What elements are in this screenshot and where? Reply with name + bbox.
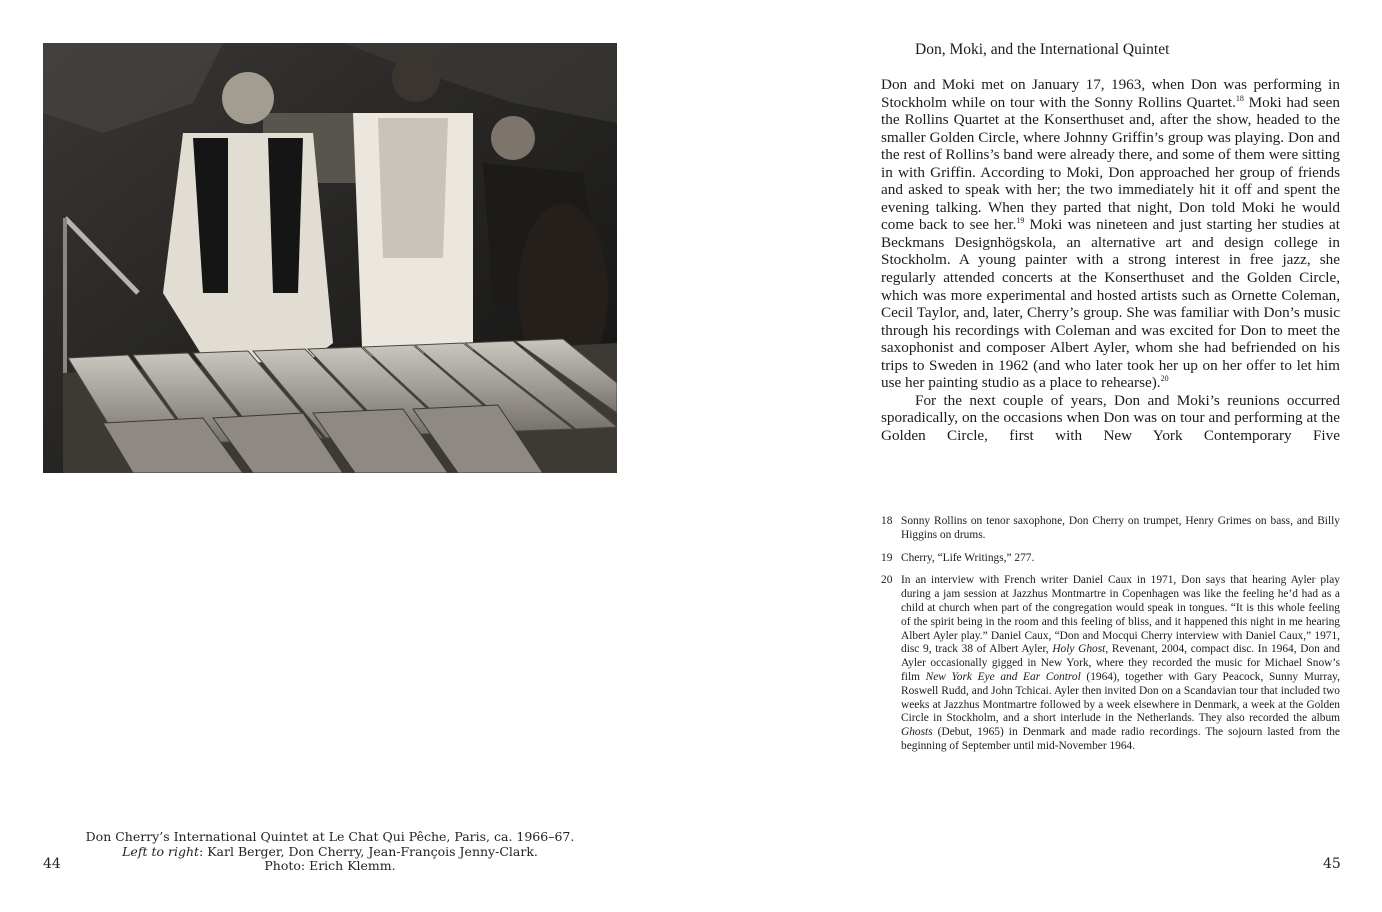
fn20-part-2: , Revenant, 2004, compact disc. In 1964, Don and Ayler occasionally gigged in New York, where they recorded the music for Michael Snow’s film — [901, 643, 1340, 683]
page-number-left: 44 — [43, 856, 61, 872]
caption-line-2 — [60, 845, 600, 860]
fn20-italic-2: New York Eye and Ear Control — [925, 670, 1081, 683]
caption-italic: Left to right — [122, 843, 200, 859]
footnote-number: 18 — [881, 515, 893, 527]
body-text — [881, 76, 1340, 444]
fn20-part-3: (1964), together with Gary Peacock, Sunny Murray, Roswell Rudd, and John Tchicai. Ayler then invited Don on a Scandavian tour that included two weeks at Jazzhus Montmartre followed by a week elsewhere in Denmark, a week at the Golden Circle in Stockholm, and a short interlude in the Netherlands. They also recorded the album — [901, 670, 1340, 725]
footnote-number: 19 — [881, 551, 893, 564]
footnote-text: Cherry, “Life Writings,” 277. — [901, 551, 1035, 564]
footnote-19 — [881, 552, 1340, 566]
footnote-ref-18[interactable]: 18 — [1235, 93, 1244, 103]
caption-line-3: Photo: Erich Klemm. — [264, 858, 396, 873]
fn20-part-1: In an interview with French writer Daniel Caux in 1971, Don says that hearing Ayler play during a jam session at Jazzhus Montmartre in Copenhagen was like the feeling he’d had as a child at church when part of the congregation would speak in tongues. “It is this whole feeling of the spirit being in the room and this feeling of bliss, and it happened this night in me hearing Albert Ayler play.” Daniel Caux, “Don and Mocqui Cherry interview with Daniel Caux,” 1971, disc 9, track 38 of Albert Ayler, — [901, 574, 1340, 656]
paragraph-1 — [881, 76, 1340, 392]
caption-line-1: Don Cherry’s International Quintet at Le Chat Qui Pêche, Paris, ca. 1966–67. — [85, 829, 575, 844]
footnote-number: 20 — [881, 574, 893, 587]
footnote-18 — [881, 515, 1340, 543]
para1-part-b: Moki had seen the Rollins Quartet at the Konserthuset and, after the show, headed to the smaller Golden Circle, where Johnny Griffin’s group was playing. Don and the rest of Rollins’s band were already there, and some of them were sitting in with Griffin. According to Moki, Don approached her group of friends and asked to speak with her; the two immediately hit it off and spent the evening talking. When they parted that night, Don told Moki he would come back to see her. — [881, 93, 1340, 234]
para1-part-a: Don and Moki met on January 17, 1963, when Don was performing in Stockholm while on tour with the Sonny Rollins Quartet. — [881, 76, 1340, 111]
paragraph-2: For the next couple of years, Don and Moki’s reunions occurred sporadically, on the occasions when Don was on tour and performing at the Golden Circle, first with New York Contemporary Five — [881, 391, 1340, 444]
section-heading: Don, Moki, and the International Quintet — [915, 41, 1170, 58]
page-number-right: 45 — [1323, 856, 1341, 872]
band-photograph — [43, 43, 617, 473]
para1-part-c: Moki was nineteen and just starting her studies at Beckmans Designhögskola, an alternative art and design college in Stockholm. A young painter with a strong interest in free jazz, she regularly attended concerts at the Konserthuset and the Golden Circle, which was more experimental and hosted artists such as Ornette Coleman, Cecil Taylor, and, later, Cherry’s group. She was familiar with Don’s music through his recordings with Coleman and was excited for Don to meet the saxophonist and composer Albert Ayler, whom she had befriended on his trips to Sweden in 1962 (and who later took her up on her offer to let him use her painting studio as a place to rehearse). — [881, 216, 1340, 392]
footnote-ref-20[interactable]: 20 — [1160, 374, 1169, 384]
footnote-20 — [881, 574, 1340, 753]
photo-caption — [60, 830, 600, 874]
footnote-text — [901, 574, 1340, 753]
caption-line-2-rest: : Karl Berger, Don Cherry, Jean-François Jenny-Clark. — [199, 843, 538, 859]
fn20-italic-1: Holy Ghost — [1052, 643, 1106, 656]
footnote-text: Sonny Rollins on tenor saxophone, Don Cherry on trumpet, Henry Grimes on bass, and Billy Higgins on drums. — [901, 515, 1340, 541]
footnotes — [881, 515, 1340, 763]
fn20-italic-3: Ghosts — [901, 726, 933, 739]
fn20-part-4: (Debut, 1965) in Denmark and made radio recordings. The sojourn lasted from the beginning of September until mid-November 1964. — [901, 726, 1340, 752]
footnote-ref-19[interactable]: 19 — [1016, 216, 1025, 226]
photograph-icon — [43, 43, 617, 473]
